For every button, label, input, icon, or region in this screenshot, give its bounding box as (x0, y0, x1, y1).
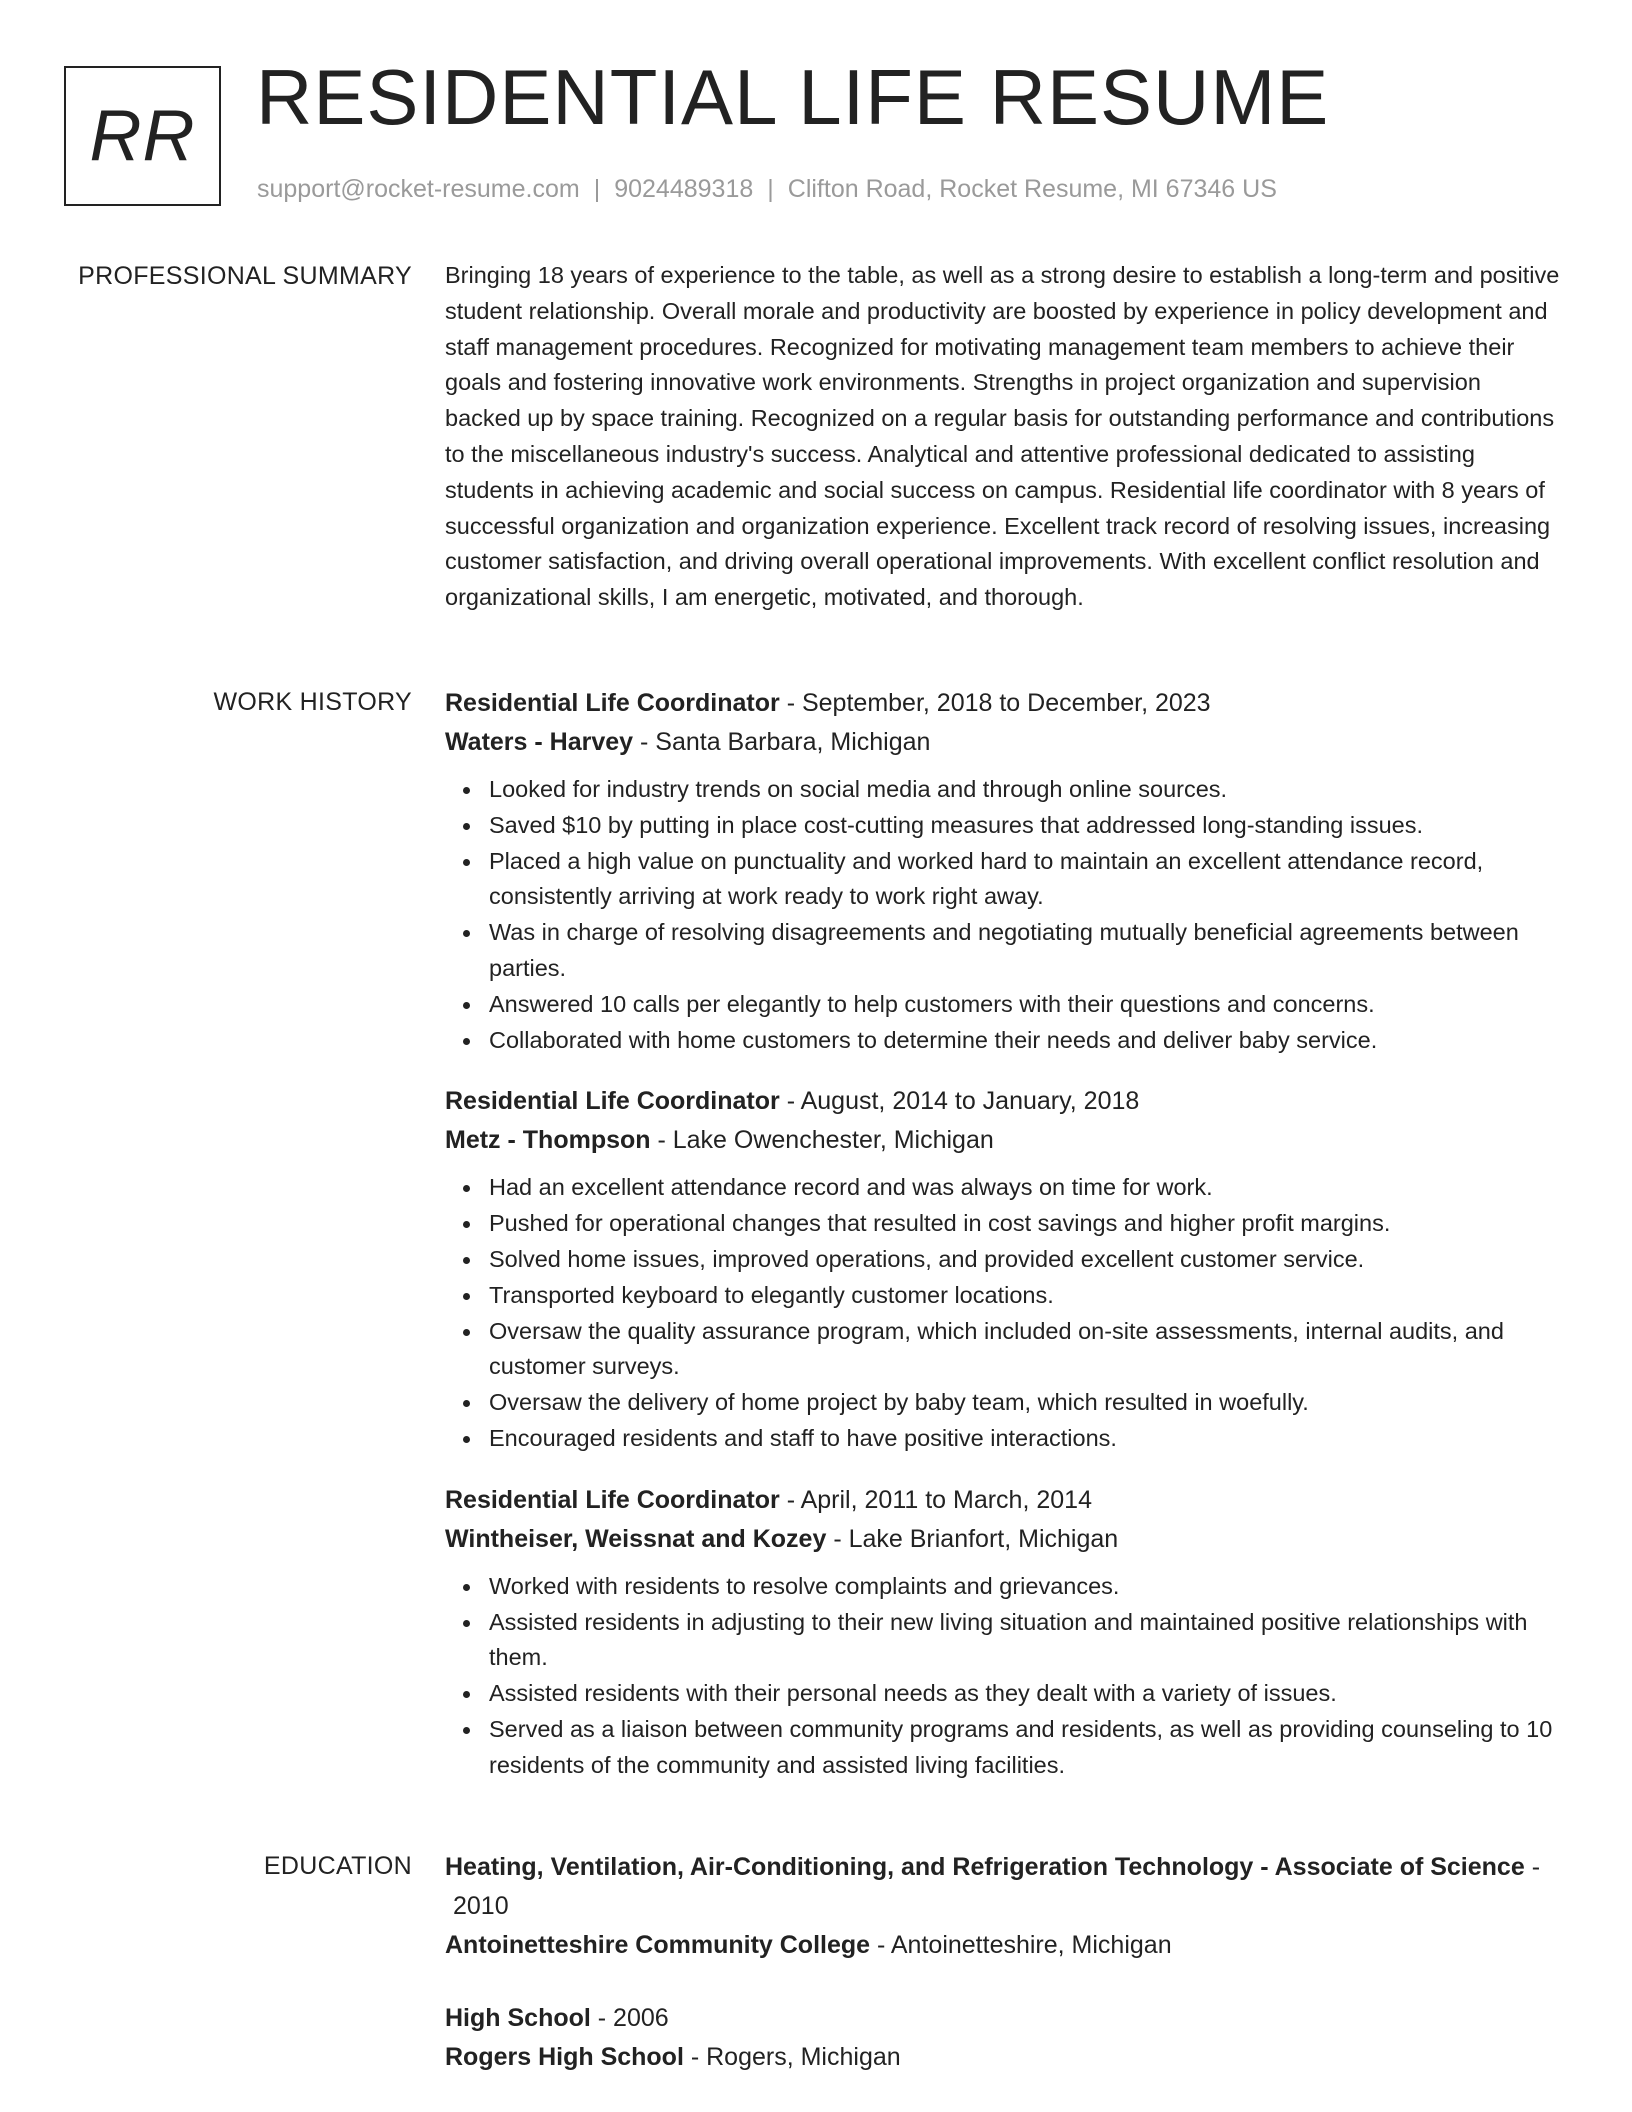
bullet-item: Answered 10 calls per elegantly to help customers with their questions and concerns. (489, 987, 1560, 1023)
job-title: Residential Life Coordinator (445, 1087, 780, 1116)
job-dates: - August, 2014 to January, 2018 (779, 1087, 1140, 1116)
education-entry (445, 1999, 1560, 2077)
bullet-item: Transported keyboard to elegantly customer locations. (489, 1278, 1560, 1314)
bullet-item: Solved home issues, improved operations, and provided excellent customer service. (489, 1242, 1560, 1278)
job-company-line (445, 1520, 1560, 1559)
job-title-line (445, 1481, 1560, 1520)
bullet-item: Saved $10 by putting in place cost-cutting measures that addressed long-standing issues. (489, 808, 1560, 844)
job-location: - Santa Barbara, Michigan (633, 728, 931, 756)
job-company-line (445, 723, 1560, 762)
resume-title: RESIDENTIAL LIFE RESUME (256, 53, 1330, 141)
bullet-item: Oversaw the quality assurance program, which included on-site assessments, internal audits, and customer surveys. (489, 1314, 1560, 1386)
job-company: Wintheiser, Weissnat and Kozey (445, 1524, 827, 1553)
job-bullets (445, 772, 1560, 1058)
bullet-item: Oversaw the delivery of home project by baby team, which resulted in woefully. (489, 1385, 1560, 1421)
education-location: - Antoinetteshire, Michigan (870, 1931, 1172, 1959)
bullet-item: Collaborated with home customers to determine their needs and deliver baby service. (489, 1023, 1560, 1059)
education-school-line (445, 2038, 1560, 2077)
job-company: Metz - Thompson (445, 1126, 651, 1155)
education-location: - Rogers, Michigan (683, 2043, 901, 2071)
education-school: Rogers High School (445, 2043, 684, 2071)
section-label-education: EDUCATION (263, 1852, 412, 1880)
bullet-item: Looked for industry trends on social media and through online sources. (489, 772, 1560, 808)
job-dates: - April, 2011 to March, 2014 (779, 1485, 1092, 1514)
bullet-item: Served as a liaison between community programs and residents, as well as providing counseling to 10 residents of the community and assisted living facilities. (489, 1712, 1560, 1784)
education-year: 2010 (453, 1892, 509, 1920)
job-title-line (445, 1082, 1560, 1121)
job-company: Waters - Harvey (445, 728, 634, 756)
contact-separator: | (767, 175, 774, 203)
job-location: - Lake Brianfort, Michigan (826, 1524, 1119, 1553)
section-label-work-history: WORK HISTORY (213, 688, 412, 716)
job-title: Residential Life Coordinator (445, 1485, 780, 1514)
job-entry (445, 1082, 1560, 1456)
contact-line (257, 175, 1277, 204)
job-company-line (445, 1121, 1560, 1160)
job-title-line (445, 684, 1560, 723)
job-title: Residential Life Coordinator (445, 689, 780, 717)
job-location: - Lake Owenchester, Michigan (650, 1126, 994, 1155)
summary-text: Bringing 18 years of experience to the table, as well as a strong desire to establish a long-term and positive student relationship. Overall morale and productivity are boosted by experience in policy development and staff management procedures. Recognized for motivating management team members to achieve their goals and fostering innovative work environments. Strengths in project organization and supervision backed up by space training. Recognized on a regular basis for outstanding performance and contributions to the miscellaneous industry's success. Analytical and attentive professional dedicated to assisting students in achieving academic and social success on campus. Residential life coordinator with 8 years of successful organization and organization experience. Excellent track record of resolving issues, increasing customer satisfaction, and driving overall operational improvements. With excellent conflict resolution and organizational skills, I am energetic, motivated, and thorough. (445, 262, 1560, 611)
contact-phone[interactable]: 9024489318 (614, 175, 754, 203)
bullet-item: Encouraged residents and staff to have positive interactions. (489, 1421, 1560, 1457)
contact-email[interactable]: support@rocket-resume.com (257, 175, 580, 203)
education-degree-line (445, 1848, 1560, 1887)
bullet-item: Assisted residents with their personal needs as they dealt with a variety of issues. (489, 1676, 1560, 1712)
bullet-item: Placed a high value on punctuality and worked hard to maintain an excellent attendance record, consistently arriving at work ready to work right away. (489, 844, 1560, 916)
education-year-separator: - (1524, 1853, 1541, 1881)
job-bullets (445, 1569, 1560, 1784)
contact-separator: | (593, 175, 601, 203)
section-label-summary: PROFESSIONAL SUMMARY (78, 262, 412, 290)
education-degree-line (445, 1999, 1560, 2038)
education-entry (445, 1848, 1560, 1965)
education-school: Antoinetteshire Community College (445, 1931, 871, 1959)
bullet-item: Was in charge of resolving disagreements and negotiating mutually beneficial agreements between parties. (489, 915, 1560, 987)
education-school-line (445, 1926, 1560, 1965)
education-year: - 2006 (590, 2004, 669, 2032)
education-degree: Heating, Ventilation, Air-Conditioning, and Refrigeration Technology - Associate of Science (445, 1853, 1525, 1881)
education-degree: High School (445, 2004, 591, 2032)
job-entry (445, 1481, 1560, 1784)
job-entry (445, 684, 1560, 1058)
job-dates: - September, 2018 to December, 2023 (779, 689, 1211, 717)
job-bullets (445, 1170, 1560, 1456)
bullet-item: Assisted residents in adjusting to their new living situation and maintained positive relationships with them. (489, 1605, 1560, 1677)
bullet-item: Had an excellent attendance record and was always on time for work. (489, 1170, 1560, 1206)
contact-address: Clifton Road, Rocket Resume, MI 67346 US (787, 175, 1277, 203)
bullet-item: Pushed for operational changes that resulted in cost savings and higher profit margins. (489, 1206, 1560, 1242)
monogram-logo: RR (64, 66, 221, 206)
bullet-item: Worked with residents to resolve complaints and grievances. (489, 1569, 1560, 1605)
